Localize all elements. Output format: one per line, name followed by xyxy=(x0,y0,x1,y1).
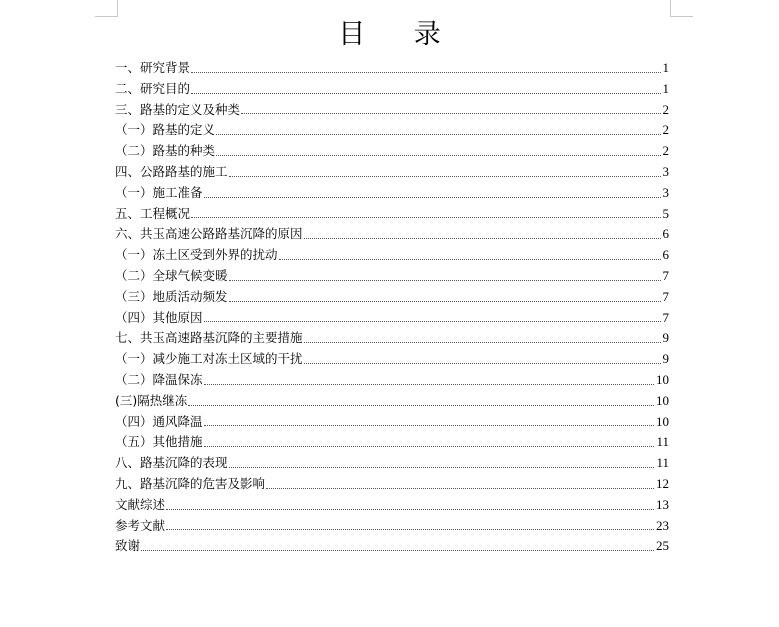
toc-dot-leader xyxy=(204,424,654,426)
toc-entry-page: 2 xyxy=(662,143,669,159)
toc-entry[interactable] xyxy=(115,162,669,183)
toc-dot-leader xyxy=(166,528,654,530)
toc-dot-leader xyxy=(191,216,660,218)
toc-entry[interactable] xyxy=(115,183,669,204)
toc-entry-label: 五、工程概况 xyxy=(115,205,191,221)
toc-dot-leader xyxy=(304,237,661,239)
toc-entry-label: （一）减少施工对冻土区域的干扰 xyxy=(115,351,303,367)
toc-entry-page: 13 xyxy=(656,496,669,512)
crop-mark-top-right xyxy=(670,0,693,17)
toc-entry[interactable] xyxy=(115,328,669,349)
toc-entry[interactable] xyxy=(115,308,669,329)
toc-dot-leader xyxy=(229,175,661,177)
toc-entry[interactable] xyxy=(115,141,669,162)
toc-dot-leader xyxy=(204,383,654,385)
toc-dot-leader xyxy=(279,258,661,260)
toc-entry-page: 5 xyxy=(662,205,669,221)
toc-entry-label: 七、共玉高速路基沉降的主要措施 xyxy=(115,330,303,346)
toc-entry-page: 2 xyxy=(662,101,669,117)
toc-entry[interactable] xyxy=(115,370,669,391)
toc-entry[interactable] xyxy=(115,204,669,225)
toc-entry-label: （三）地质活动频发 xyxy=(115,288,228,304)
toc-entry[interactable] xyxy=(115,245,669,266)
toc-entry[interactable] xyxy=(115,224,669,245)
toc-entry-label: 六、共玉高速公路路基沉降的原因 xyxy=(115,226,303,242)
toc-dot-leader xyxy=(229,279,661,281)
toc-entry-label: （一）施工准备 xyxy=(115,184,203,200)
toc-entry[interactable] xyxy=(115,412,669,433)
toc-entry-page: 11 xyxy=(656,434,669,450)
toc-dot-leader xyxy=(216,133,660,135)
toc-entry[interactable] xyxy=(115,266,669,287)
toc-entry[interactable] xyxy=(115,536,669,557)
toc-entry-page: 7 xyxy=(662,309,669,325)
toc-entry-page: 11 xyxy=(656,455,669,471)
toc-dot-leader xyxy=(241,112,660,114)
toc-entry-page: 2 xyxy=(662,122,669,138)
toc-entry-page: 10 xyxy=(656,371,669,387)
toc-entry-label: 三、路基的定义及种类 xyxy=(115,101,241,117)
toc-entry[interactable] xyxy=(115,474,669,495)
toc-entry-page: 7 xyxy=(662,267,669,283)
toc-entry-label: （四）通风降温 xyxy=(115,413,203,429)
toc-entry-page: 3 xyxy=(662,184,669,200)
toc-dot-leader xyxy=(188,404,654,406)
toc-dot-leader xyxy=(204,196,661,198)
toc-entry[interactable] xyxy=(115,495,669,516)
toc-entry[interactable] xyxy=(115,58,669,79)
toc-list xyxy=(115,58,669,557)
toc-entry-label: 致谢 xyxy=(115,538,141,554)
toc-entry-label: (三)隔热继冻 xyxy=(115,392,188,408)
toc-entry-page: 6 xyxy=(662,226,669,242)
toc-entry-page: 12 xyxy=(656,475,669,491)
toc-entry-label: （二）路基的种类 xyxy=(115,143,216,159)
toc-entry[interactable] xyxy=(115,391,669,412)
toc-entry-label: 文献综述 xyxy=(115,496,166,512)
toc-entry[interactable] xyxy=(115,100,669,121)
toc-entry-label: 参考文献 xyxy=(115,517,166,533)
toc-entry[interactable] xyxy=(115,120,669,141)
toc-dot-leader xyxy=(229,300,661,302)
toc-title: 目 录 xyxy=(338,19,461,50)
toc-entry-label: 八、路基沉降的表现 xyxy=(115,455,228,471)
toc-dot-leader xyxy=(204,320,661,322)
toc-entry-label: （二）全球气候变暖 xyxy=(115,267,228,283)
toc-entry[interactable] xyxy=(115,287,669,308)
crop-mark-top-left xyxy=(95,0,118,17)
toc-entry-page: 9 xyxy=(662,351,669,367)
toc-entry-label: （五）其他措施 xyxy=(115,434,203,450)
toc-dot-leader xyxy=(166,508,654,510)
toc-dot-leader xyxy=(304,362,661,364)
toc-entry-label: （四）其他原因 xyxy=(115,309,203,325)
toc-entry-label: 九、路基沉降的危害及影响 xyxy=(115,475,266,491)
toc-entry-page: 9 xyxy=(662,330,669,346)
toc-entry-label: （一）路基的定义 xyxy=(115,122,216,138)
toc-entry-label: 二、研究目的 xyxy=(115,80,191,96)
toc-entry-label: （二）降温保冻 xyxy=(115,371,203,387)
toc-dot-leader xyxy=(141,549,654,551)
toc-entry[interactable] xyxy=(115,432,669,453)
toc-entry[interactable] xyxy=(115,516,669,537)
toc-entry-page: 1 xyxy=(662,60,669,75)
toc-dot-leader xyxy=(204,445,655,447)
toc-dot-leader xyxy=(216,154,660,156)
toc-dot-leader xyxy=(229,466,655,468)
toc-entry[interactable] xyxy=(115,453,669,474)
toc-entry-label: 一、研究背景 xyxy=(115,60,191,75)
toc-dot-leader xyxy=(266,487,654,489)
toc-dot-leader xyxy=(304,341,661,343)
toc-dot-leader xyxy=(191,92,660,94)
toc-entry-page: 10 xyxy=(656,413,669,429)
toc-entry[interactable] xyxy=(115,349,669,370)
toc-entry-page: 7 xyxy=(662,288,669,304)
toc-entry-page: 10 xyxy=(656,392,669,408)
toc-entry-page: 6 xyxy=(662,247,669,263)
toc-entry-page: 1 xyxy=(662,80,669,96)
toc-entry-label: 四、公路路基的施工 xyxy=(115,163,228,179)
toc-dot-leader xyxy=(191,71,660,73)
toc-entry-page: 25 xyxy=(656,538,669,554)
toc-entry-page: 3 xyxy=(662,163,669,179)
toc-entry-page: 23 xyxy=(656,517,669,533)
toc-entry-label: （一）冻土区受到外界的扰动 xyxy=(115,247,278,263)
toc-entry[interactable] xyxy=(115,79,669,100)
